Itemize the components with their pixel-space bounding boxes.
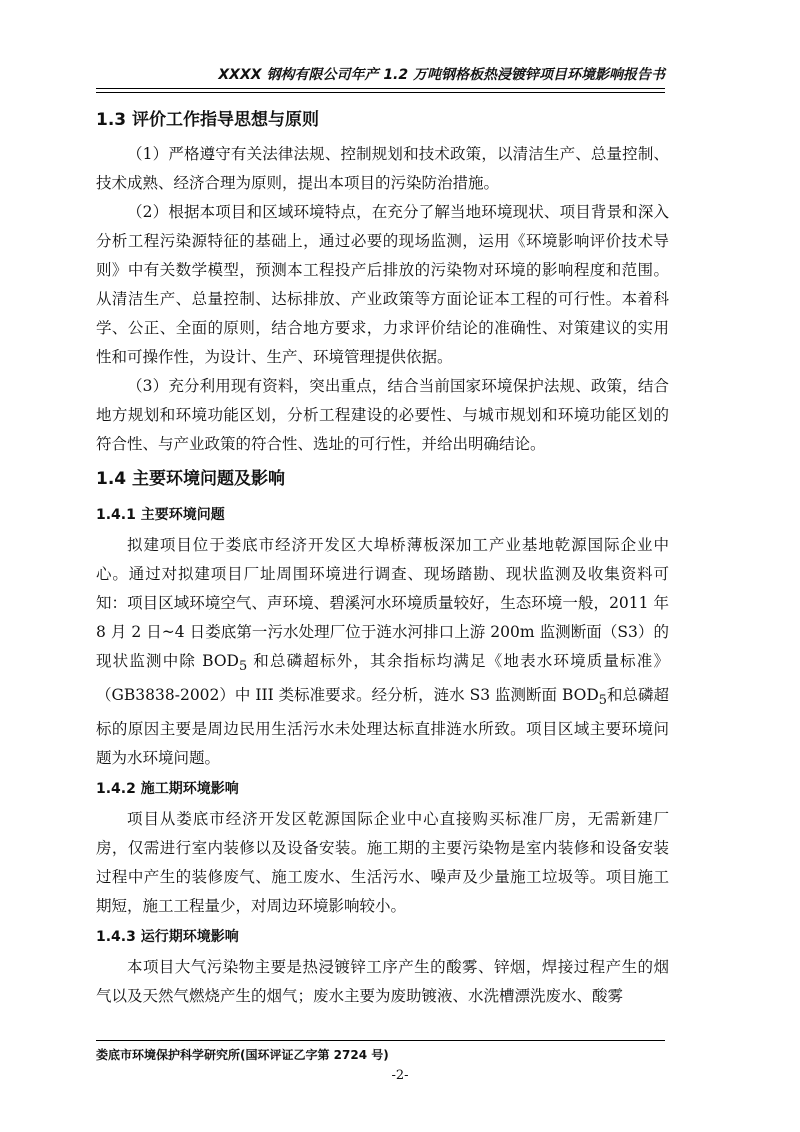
paragraph-1-3-1: （1）严格遵守有关法律法规、控制规划和技术政策，以清洁生产、总量控制、技术成熟、经济合理为原则，提出本项目的污染防治措施。 (96, 145, 669, 192)
section-heading-1-3: 1.3 评价工作指导思想与原则 (96, 110, 320, 130)
paragraph-1-4-1 (96, 531, 669, 773)
subsection-heading-1-4-3: 1.4.3 运行期环境影响 (96, 929, 239, 946)
paragraph-1-4-3: 本项目大气污染物主要是热浸镀锌工序产生的酸雾、锌烟，焊接过程产生的烟气以及天然气燃烧产生的烟气；废水主要为废助镀液、水洗槽漂洗废水、酸雾 (96, 958, 669, 1006)
section-heading-1-4: 1.4 主要环境问题及影响 (96, 469, 286, 489)
footer-organization: 娄底市环境保护科学研究所(国环评证乙字第 2724 号) (96, 1048, 389, 1062)
page-content (96, 100, 669, 1011)
bod-subscript-1: 5 (238, 659, 248, 675)
header-divider (96, 88, 665, 93)
page-number: -2- (391, 1068, 409, 1083)
paragraph-1-4-1-part2: 和总磷超标外，其余指标均满足《地表水环境质量标准》（GB3838-2002）中 III 类标准要求。经分析，涟水 S3 监测断面 BOD (96, 652, 669, 705)
footer-divider (96, 1040, 665, 1041)
subsection-heading-1-4-1: 1.4.1 主要环境问题 (96, 507, 225, 523)
header-title: XXXX 钢构有限公司年产 1.2 万吨钢格板热浸镀锌项目环境影响报告书 (218, 67, 665, 83)
subsection-heading-1-4-2: 1.4.2 施工期环境影响 (96, 781, 239, 798)
paragraph-1-4-1-part1: 拟建项目位于娄底市经济开发区大埠桥薄板深加工产业基地乾源国际企业中心。通过对拟建项目厂址周围环境进行调查、现场踏勘、现状监测及收集资料可知：项目区域环境空气、声环境、碧溪河水环境质量较好，生态环境一般，2011 年 8 月 2 日~4 日娄底第一污水处理厂位于涟水河排口上游 200m 监测断面（S3）的现状监测中除 BOD (96, 536, 669, 670)
paragraph-1-3-3: （3）充分利用现有资料，突出重点，结合当前国家环境保护法规、政策，结合地方规划和环境功能区划，分析工程建设的必要性、与城市规划和环境功能区划的符合性、与产业政策的符合性、选址的可行性，并给出明确结论。 (96, 377, 669, 453)
paragraph-1-4-2: 项目从娄底市经济开发区乾源国际企业中心直接购买标准厂房，无需新建厂房，仅需进行室内装修以及设备安装。施工期的主要污染物是室内装修和设备安装过程中产生的装修废气、施工废水、生活污水、噪声及少量施工垃圾等。项目施工期短，施工工程量少，对周边环境影响较小。 (96, 810, 669, 916)
bod-subscript-2: 5 (598, 693, 607, 709)
paragraph-1-4-1-part3: 和总磷超标的原因主要是周边民用生活污水未处理达标直排涟水所致。项目区域主要环境问题为水环境问题。 (96, 686, 669, 768)
paragraph-1-3-2: （2）根据本项目和区域环境特点，在充分了解当地环境现状、项目背景和深入分析工程污染源特征的基础上，通过必要的现场监测，运用《环境影响评价技术导则》中有关数学模型，预测本工程投产后排放的污染物对环境的影响程度和范围。从清洁生产、总量控制、达标排放、产业政策等方面论证本工程的可行性。本着科学、公正、全面的原则，结合地方要求，力求评价结论的准确性、对策建议的实用性和可操作性，为设计、生产、环境管理提供依据。 (96, 203, 669, 366)
